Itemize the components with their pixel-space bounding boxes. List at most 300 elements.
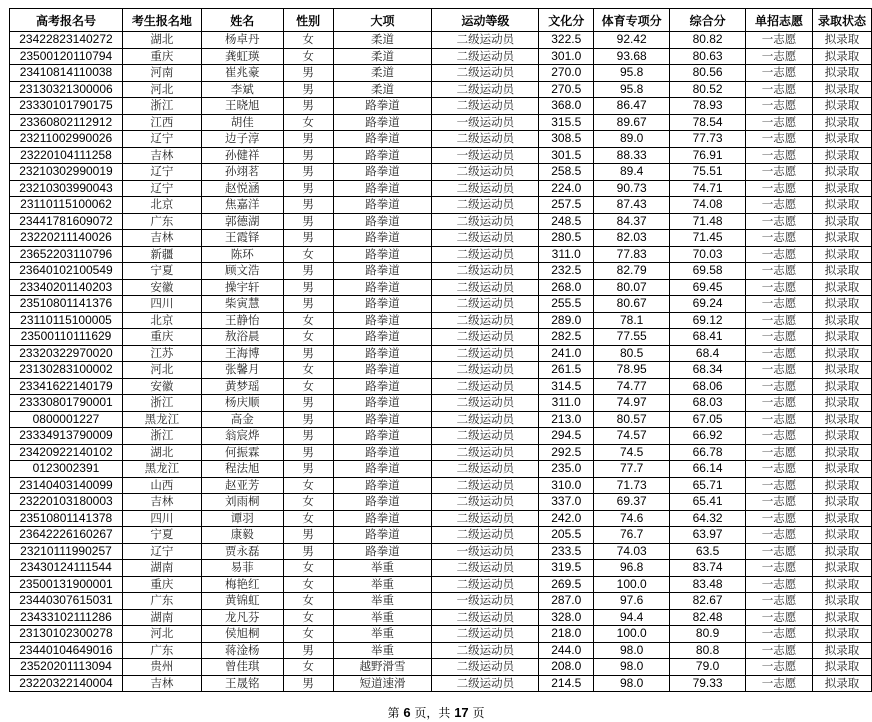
table-cell: 龙凡芬 — [201, 609, 283, 626]
table-cell: 拟录取 — [812, 279, 871, 296]
table-cell: 赵亚芳 — [201, 477, 283, 494]
table-cell: 二级运动员 — [432, 411, 539, 428]
table-cell: 柴寅慧 — [201, 296, 283, 313]
admission-table — [9, 8, 872, 692]
table-cell: 拟录取 — [812, 560, 871, 577]
table-cell: 71.48 — [670, 213, 746, 230]
table-cell: 敖浴晨 — [201, 329, 283, 346]
table-cell: 82.67 — [670, 593, 746, 610]
table-row — [10, 609, 872, 626]
table-cell: 一志愿 — [746, 48, 813, 65]
table-row — [10, 494, 872, 511]
table-row — [10, 642, 872, 659]
table-cell: 二级运动员 — [432, 48, 539, 65]
table-cell: 二级运动员 — [432, 296, 539, 313]
table-cell: 崔兆豪 — [201, 65, 283, 82]
table-row — [10, 263, 872, 280]
table-cell: 23440104649016 — [10, 642, 123, 659]
table-cell: 男 — [283, 180, 333, 197]
table-row — [10, 510, 872, 527]
table-row — [10, 659, 872, 676]
table-cell: 214.5 — [539, 675, 594, 692]
table-cell: 拟录取 — [812, 329, 871, 346]
table-cell: 23410814110038 — [10, 65, 123, 82]
table-cell: 路拳道 — [333, 477, 432, 494]
table-cell: 68.03 — [670, 395, 746, 412]
table-cell: 95.8 — [594, 81, 670, 98]
table-body — [10, 32, 872, 692]
table-cell: 268.0 — [539, 279, 594, 296]
table-cell: 河北 — [122, 362, 201, 379]
table-cell: 74.6 — [594, 510, 670, 527]
table-cell: 王晟铭 — [201, 675, 283, 692]
table-cell: 江西 — [122, 114, 201, 131]
table-cell: 80.63 — [670, 48, 746, 65]
table-cell: 23140403140099 — [10, 477, 123, 494]
table-cell: 77.73 — [670, 131, 746, 148]
table-cell: 重庆 — [122, 329, 201, 346]
table-cell: 路拳道 — [333, 131, 432, 148]
table-row — [10, 461, 872, 478]
table-cell: 242.0 — [539, 510, 594, 527]
table-cell: 女 — [283, 609, 333, 626]
table-cell: 拟录取 — [812, 164, 871, 181]
table-cell: 拟录取 — [812, 114, 871, 131]
table-cell: 310.0 — [539, 477, 594, 494]
table-cell: 男 — [283, 428, 333, 445]
table-cell: 柔道 — [333, 48, 432, 65]
table-cell: 北京 — [122, 312, 201, 329]
table-cell: 23211002990026 — [10, 131, 123, 148]
table-cell: 拟录取 — [812, 543, 871, 560]
table-cell: 一志愿 — [746, 510, 813, 527]
table-cell: 男 — [283, 444, 333, 461]
table-cell: 王海博 — [201, 345, 283, 362]
table-cell: 69.37 — [594, 494, 670, 511]
table-cell: 拟录取 — [812, 230, 871, 247]
table-cell: 314.5 — [539, 378, 594, 395]
table-cell: 311.0 — [539, 246, 594, 263]
table-cell: 74.71 — [670, 180, 746, 197]
table-cell: 二级运动员 — [432, 609, 539, 626]
table-cell: 89.67 — [594, 114, 670, 131]
table-cell: 一级运动员 — [432, 147, 539, 164]
table-cell: 男 — [283, 279, 333, 296]
table-row — [10, 411, 872, 428]
table-row — [10, 296, 872, 313]
table-cell: 路拳道 — [333, 213, 432, 230]
table-cell: 368.0 — [539, 98, 594, 115]
table-cell: 拟录取 — [812, 411, 871, 428]
table-cell: 男 — [283, 147, 333, 164]
table-row — [10, 378, 872, 395]
admission-table-container — [9, 8, 872, 692]
table-cell: 路拳道 — [333, 329, 432, 346]
table-cell: 举重 — [333, 642, 432, 659]
table-cell: 233.5 — [539, 543, 594, 560]
column-header: 体育专项分 — [594, 9, 670, 32]
table-cell: 黄锦虹 — [201, 593, 283, 610]
table-cell: 路拳道 — [333, 444, 432, 461]
table-cell: 78.54 — [670, 114, 746, 131]
table-cell: 女 — [283, 593, 333, 610]
table-row — [10, 164, 872, 181]
table-cell: 74.57 — [594, 428, 670, 445]
table-cell: 一志愿 — [746, 444, 813, 461]
table-cell: 男 — [283, 395, 333, 412]
table-cell: 男 — [283, 675, 333, 692]
table-cell: 23210302990019 — [10, 164, 123, 181]
table-cell: 拟录取 — [812, 98, 871, 115]
table-cell: 82.03 — [594, 230, 670, 247]
table-cell: 陈环 — [201, 246, 283, 263]
table-cell: 拟录取 — [812, 180, 871, 197]
table-cell: 路拳道 — [333, 114, 432, 131]
table-row — [10, 230, 872, 247]
table-cell: 292.5 — [539, 444, 594, 461]
footer-prefix: 第 — [387, 706, 404, 720]
table-cell: 二级运动员 — [432, 444, 539, 461]
table-cell: 操宇轩 — [201, 279, 283, 296]
table-cell: 男 — [283, 411, 333, 428]
table-cell: 河南 — [122, 65, 201, 82]
table-cell: 23422823140272 — [10, 32, 123, 49]
table-cell: 孙健祥 — [201, 147, 283, 164]
table-cell: 路拳道 — [333, 263, 432, 280]
table-cell: 二级运动员 — [432, 65, 539, 82]
table-cell: 辽宁 — [122, 164, 201, 181]
table-cell: 23320322970020 — [10, 345, 123, 362]
table-cell: 80.82 — [670, 32, 746, 49]
table-cell: 高金 — [201, 411, 283, 428]
table-cell: 248.5 — [539, 213, 594, 230]
table-cell: 二级运动员 — [432, 510, 539, 527]
table-cell: 205.5 — [539, 527, 594, 544]
table-cell: 女 — [283, 477, 333, 494]
table-cell: 二级运动员 — [432, 642, 539, 659]
table-cell: 87.43 — [594, 197, 670, 214]
table-cell: 男 — [283, 263, 333, 280]
table-cell: 杨卓丹 — [201, 32, 283, 49]
table-row — [10, 213, 872, 230]
table-cell: 拟录取 — [812, 147, 871, 164]
table-cell: 举重 — [333, 593, 432, 610]
table-cell: 23220103180003 — [10, 494, 123, 511]
column-header: 综合分 — [670, 9, 746, 32]
table-cell: 浙江 — [122, 395, 201, 412]
table-cell: 拟录取 — [812, 527, 871, 544]
table-cell: 69.24 — [670, 296, 746, 313]
table-cell: 张馨月 — [201, 362, 283, 379]
footer-suffix: 页 — [468, 706, 485, 720]
table-cell: 98.0 — [594, 659, 670, 676]
table-cell: 一志愿 — [746, 131, 813, 148]
table-cell: 93.68 — [594, 48, 670, 65]
table-row — [10, 98, 872, 115]
table-cell: 黄梦瑶 — [201, 378, 283, 395]
table-cell: 一志愿 — [746, 642, 813, 659]
table-cell: 女 — [283, 246, 333, 263]
table-cell: 23652203110796 — [10, 246, 123, 263]
table-cell: 71.73 — [594, 477, 670, 494]
table-cell: 蒋淦杨 — [201, 642, 283, 659]
table-cell: 一志愿 — [746, 230, 813, 247]
table-cell: 89.0 — [594, 131, 670, 148]
table-cell: 边子淳 — [201, 131, 283, 148]
table-cell: 80.57 — [594, 411, 670, 428]
table-cell: 一志愿 — [746, 65, 813, 82]
table-cell: 一志愿 — [746, 197, 813, 214]
table-cell: 63.5 — [670, 543, 746, 560]
column-header: 运动等级 — [432, 9, 539, 32]
table-cell: 孙翊茗 — [201, 164, 283, 181]
table-cell: 女 — [283, 114, 333, 131]
table-cell: 100.0 — [594, 626, 670, 643]
table-cell: 女 — [283, 494, 333, 511]
table-cell: 208.0 — [539, 659, 594, 676]
table-row — [10, 576, 872, 593]
table-cell: 男 — [283, 197, 333, 214]
table-cell: 63.97 — [670, 527, 746, 544]
table-cell: 拟录取 — [812, 32, 871, 49]
table-cell: 北京 — [122, 197, 201, 214]
table-cell: 拟录取 — [812, 477, 871, 494]
table-cell: 胡佳 — [201, 114, 283, 131]
table-cell: 一志愿 — [746, 329, 813, 346]
table-cell: 77.83 — [594, 246, 670, 263]
column-header: 文化分 — [539, 9, 594, 32]
table-cell: 拟录取 — [812, 246, 871, 263]
table-cell: 顾文浩 — [201, 263, 283, 280]
table-cell: 二级运动员 — [432, 197, 539, 214]
table-cell: 82.79 — [594, 263, 670, 280]
table-cell: 一志愿 — [746, 527, 813, 544]
table-cell: 一志愿 — [746, 494, 813, 511]
table-row — [10, 395, 872, 412]
table-cell: 路拳道 — [333, 510, 432, 527]
table-cell: 二级运动员 — [432, 378, 539, 395]
table-cell: 湖南 — [122, 609, 201, 626]
table-cell: 女 — [283, 32, 333, 49]
table-cell: 拟录取 — [812, 48, 871, 65]
table-cell: 路拳道 — [333, 494, 432, 511]
table-cell: 广东 — [122, 642, 201, 659]
table-cell: 76.7 — [594, 527, 670, 544]
table-cell: 23520201113094 — [10, 659, 123, 676]
table-cell: 二级运动员 — [432, 131, 539, 148]
table-cell: 78.1 — [594, 312, 670, 329]
table-cell: 二级运动员 — [432, 675, 539, 692]
table-cell: 一志愿 — [746, 279, 813, 296]
table-row — [10, 477, 872, 494]
table-cell: 二级运动员 — [432, 32, 539, 49]
table-cell: 路拳道 — [333, 230, 432, 247]
table-cell: 一志愿 — [746, 213, 813, 230]
table-cell: 拟录取 — [812, 659, 871, 676]
table-cell: 23420922140102 — [10, 444, 123, 461]
table-cell: 拟录取 — [812, 263, 871, 280]
table-cell: 261.5 — [539, 362, 594, 379]
table-cell: 一志愿 — [746, 98, 813, 115]
table-cell: 一志愿 — [746, 395, 813, 412]
table-cell: 路拳道 — [333, 543, 432, 560]
table-cell: 一级运动员 — [432, 114, 539, 131]
table-cell: 广东 — [122, 593, 201, 610]
table-cell: 一志愿 — [746, 312, 813, 329]
table-cell: 二级运动员 — [432, 626, 539, 643]
table-cell: 路拳道 — [333, 362, 432, 379]
table-cell: 女 — [283, 576, 333, 593]
table-cell: 湖北 — [122, 444, 201, 461]
table-cell: 一志愿 — [746, 626, 813, 643]
table-cell: 322.5 — [539, 32, 594, 49]
table-cell: 浙江 — [122, 428, 201, 445]
table-cell: 二级运动员 — [432, 213, 539, 230]
table-cell: 路拳道 — [333, 197, 432, 214]
table-cell: 23441781609072 — [10, 213, 123, 230]
table-cell: 255.5 — [539, 296, 594, 313]
table-cell: 74.5 — [594, 444, 670, 461]
column-header: 录取状态 — [812, 9, 871, 32]
table-cell: 女 — [283, 560, 333, 577]
table-cell: 68.34 — [670, 362, 746, 379]
table-cell: 二级运动员 — [432, 279, 539, 296]
table-cell: 70.03 — [670, 246, 746, 263]
table-cell: 337.0 — [539, 494, 594, 511]
table-cell: 河北 — [122, 81, 201, 98]
column-header: 单招志愿 — [746, 9, 813, 32]
table-cell: 98.0 — [594, 642, 670, 659]
table-cell: 举重 — [333, 560, 432, 577]
table-cell: 二级运动员 — [432, 312, 539, 329]
table-cell: 23130321300006 — [10, 81, 123, 98]
column-header: 大项 — [333, 9, 432, 32]
table-cell: 男 — [283, 131, 333, 148]
table-cell: 吉林 — [122, 230, 201, 247]
table-cell: 路拳道 — [333, 395, 432, 412]
table-row — [10, 428, 872, 445]
table-row — [10, 626, 872, 643]
table-cell: 二级运动员 — [432, 560, 539, 577]
table-cell: 王霞铎 — [201, 230, 283, 247]
table-cell: 86.47 — [594, 98, 670, 115]
table-cell: 二级运动员 — [432, 477, 539, 494]
table-cell: 一志愿 — [746, 345, 813, 362]
table-cell: 路拳道 — [333, 246, 432, 263]
table-cell: 315.5 — [539, 114, 594, 131]
table-cell: 路拳道 — [333, 527, 432, 544]
table-cell: 拟录取 — [812, 675, 871, 692]
table-cell: 焦嘉洋 — [201, 197, 283, 214]
table-cell: 23440307615031 — [10, 593, 123, 610]
table-cell: 拟录取 — [812, 81, 871, 98]
table-cell: 郭德湖 — [201, 213, 283, 230]
table-cell: 23510801141376 — [10, 296, 123, 313]
table-row — [10, 279, 872, 296]
table-cell: 湖北 — [122, 32, 201, 49]
table-cell: 23500131900001 — [10, 576, 123, 593]
table-cell: 79.0 — [670, 659, 746, 676]
table-cell: 0123002391 — [10, 461, 123, 478]
table-cell: 80.56 — [670, 65, 746, 82]
table-cell: 270.5 — [539, 81, 594, 98]
table-row — [10, 593, 872, 610]
table-cell: 二级运动员 — [432, 576, 539, 593]
table-cell: 23360802112912 — [10, 114, 123, 131]
table-row — [10, 312, 872, 329]
table-row — [10, 246, 872, 263]
table-cell: 拟录取 — [812, 345, 871, 362]
table-row — [10, 543, 872, 560]
table-cell: 杨庆顺 — [201, 395, 283, 412]
table-cell: 二级运动员 — [432, 329, 539, 346]
table-cell: 66.92 — [670, 428, 746, 445]
table-cell: 拟录取 — [812, 131, 871, 148]
table-cell: 短道速滑 — [333, 675, 432, 692]
table-cell: 女 — [283, 362, 333, 379]
table-cell: 路拳道 — [333, 296, 432, 313]
table-cell: 23220211140026 — [10, 230, 123, 247]
table-row — [10, 180, 872, 197]
table-cell: 80.52 — [670, 81, 746, 98]
table-row — [10, 560, 872, 577]
table-cell: 74.77 — [594, 378, 670, 395]
table-cell: 23220322140004 — [10, 675, 123, 692]
table-cell: 拟录取 — [812, 362, 871, 379]
table-cell: 74.08 — [670, 197, 746, 214]
table-cell: 90.73 — [594, 180, 670, 197]
table-cell: 23210303990043 — [10, 180, 123, 197]
table-row — [10, 527, 872, 544]
table-cell: 一志愿 — [746, 81, 813, 98]
table-cell: 路拳道 — [333, 98, 432, 115]
table-cell: 23510801141378 — [10, 510, 123, 527]
table-cell: 吉林 — [122, 147, 201, 164]
table-cell: 二级运动员 — [432, 345, 539, 362]
table-cell: 83.74 — [670, 560, 746, 577]
table-cell: 80.8 — [670, 642, 746, 659]
table-cell: 女 — [283, 48, 333, 65]
table-cell: 二级运动员 — [432, 494, 539, 511]
table-cell: 88.33 — [594, 147, 670, 164]
table-cell: 男 — [283, 164, 333, 181]
table-cell: 侯旭桐 — [201, 626, 283, 643]
table-cell: 23330801790001 — [10, 395, 123, 412]
table-cell: 82.48 — [670, 609, 746, 626]
table-cell: 拟录取 — [812, 494, 871, 511]
table-cell: 100.0 — [594, 576, 670, 593]
table-cell: 二级运动员 — [432, 98, 539, 115]
table-cell: 301.5 — [539, 147, 594, 164]
table-row — [10, 444, 872, 461]
table-cell: 辽宁 — [122, 180, 201, 197]
footer-middle: 页，共 — [410, 706, 455, 720]
table-cell: 重庆 — [122, 48, 201, 65]
table-cell: 路拳道 — [333, 411, 432, 428]
table-cell: 23334913790009 — [10, 428, 123, 445]
table-cell: 241.0 — [539, 345, 594, 362]
table-cell: 23130102300278 — [10, 626, 123, 643]
table-cell: 浙江 — [122, 98, 201, 115]
column-header: 性别 — [283, 9, 333, 32]
table-cell: 23210111990257 — [10, 543, 123, 560]
table-cell: 68.41 — [670, 329, 746, 346]
table-cell: 301.0 — [539, 48, 594, 65]
table-cell: 举重 — [333, 626, 432, 643]
table-cell: 97.6 — [594, 593, 670, 610]
table-cell: 女 — [283, 329, 333, 346]
table-cell: 一志愿 — [746, 593, 813, 610]
